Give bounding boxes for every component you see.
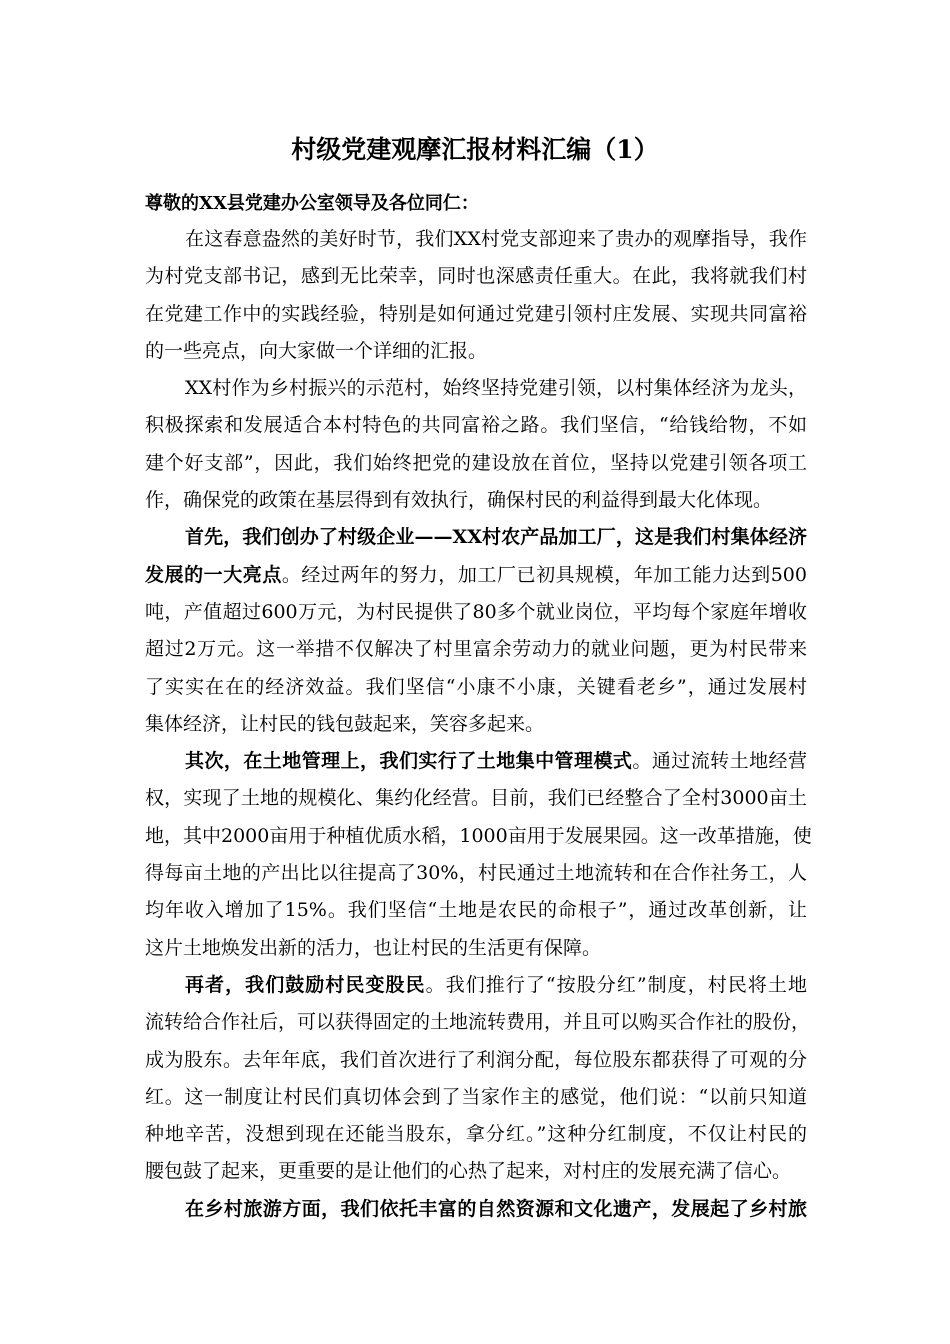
text-line xyxy=(145,818,812,855)
bold-text: 其次，在土地管理上，我们实行了土地集中管理模式 xyxy=(185,750,633,773)
text: 吨，产值超过600万元，为村民提供了80多个就业岗位，平均每个家庭年增收 xyxy=(145,600,807,623)
text-line xyxy=(145,743,807,780)
text-line xyxy=(145,669,807,706)
text-line xyxy=(145,296,807,333)
text-line xyxy=(145,258,807,295)
text: 作，确保党的政策在基层得到有效执行，确保村民的利益得到最大化体现。 xyxy=(145,489,773,512)
paragraph xyxy=(145,1191,807,1228)
text-line xyxy=(145,482,807,519)
text-line xyxy=(145,892,807,929)
text-line xyxy=(145,1116,807,1153)
text: 了实实在在的经济效益。我们坚信“小康不小康，关键看老乡”，通过发展村 xyxy=(145,675,807,698)
text: 为村党支部书记，感到无比荣幸，同时也深感责任重大。在此，我将就我们村 xyxy=(145,265,807,288)
bold-text: 首先，我们创办了村级企业——XX村农产品加工厂，这是我们村集体经济 xyxy=(185,526,807,549)
text-line xyxy=(145,780,807,817)
text: 种地辛苦，没想到现在还能当股东，拿分红。”这种分红制度，不仅让村民的 xyxy=(145,1123,807,1146)
text-line xyxy=(145,594,807,631)
text: 集体经济，让村民的钱包鼓起来，笑容多起来。 xyxy=(145,712,545,735)
paragraph xyxy=(145,743,812,967)
text-line xyxy=(145,930,807,967)
text: 红。这一制度让村民们真切体会到了当家作主的感觉，他们说：“以前只知道 xyxy=(145,1085,807,1108)
text: XX村作为乡村振兴的示范村，始终坚持党建引领，以村集体经济为龙头， xyxy=(185,377,807,400)
document-body xyxy=(145,221,812,1228)
text: 腰包鼓了起来，更重要的是让他们的心热了起来，对村庄的发展充满了信心。 xyxy=(145,1160,792,1183)
text: 在这春意盎然的美好时节，我们XX村党支部迎来了贵办的观摩指导，我作 xyxy=(185,228,807,250)
text: 。我们推行了“按股分红”制度，村民将土地 xyxy=(425,973,807,996)
text-line xyxy=(145,333,807,370)
text-line xyxy=(145,557,807,594)
salutation: 尊敬的XX县党建办公室领导及各位同仁： xyxy=(145,193,479,214)
text-line xyxy=(145,1153,807,1190)
text: 权，实现了土地的规模化、集约化经营。目前，我们已经整合了全村3000亩土 xyxy=(145,787,807,810)
text-line xyxy=(145,519,807,556)
text: 这片土地焕发出新的活力，也让村民的生活更有保障。 xyxy=(145,936,602,959)
text: 流转给合作社后，可以获得固定的土地流转费用，并且可以购买合作社的股份， xyxy=(145,1011,811,1034)
text: 。经过两年的努力，加工厂已初具规模，年加工能力达到500 xyxy=(281,563,807,586)
text-line xyxy=(145,1079,807,1116)
paragraph xyxy=(145,370,807,519)
text-line xyxy=(145,855,807,892)
bold-text: 发展的一大亮点 xyxy=(145,563,282,586)
text-line xyxy=(145,221,807,258)
text: 在党建工作中的实践经验，特别是如何通过党建引领村庄发展、实现共同富裕 xyxy=(145,302,807,325)
text-line xyxy=(145,407,807,444)
text: 均年收入增加了15%。我们坚信“土地是农民的命根子”，通过改革创新，让 xyxy=(145,899,807,922)
text: 建个好支部”，因此，我们始终把党的建设放在首位，坚持以党建引领各项工 xyxy=(145,451,807,474)
text-line xyxy=(145,967,807,1004)
text-line xyxy=(145,370,807,407)
paragraph xyxy=(145,221,807,370)
paragraph xyxy=(145,967,811,1191)
text: 积极探索和发展适合本村特色的共同富裕之路。我们坚信，“给钱给物，不如 xyxy=(145,414,807,437)
text: 得每亩土地的产出比以往提高了30%，村民通过土地流转和在合作社务工，人 xyxy=(145,862,807,885)
text-line xyxy=(145,1042,807,1079)
text: 超过2万元。这一举措不仅解决了村里富余劳动力的就业问题，更为村民带来 xyxy=(145,638,807,661)
text-line xyxy=(145,1191,807,1228)
text: 地，其中2000亩用于种植优质水稻，1000亩用于发展果园。这一改革措施，使 xyxy=(145,824,812,847)
document-title: 村级党建观摩汇报材料汇编（1） xyxy=(291,135,659,164)
text-line xyxy=(145,631,807,668)
text-line xyxy=(145,1004,811,1041)
bold-text: 在乡村旅游方面，我们依托丰富的自然资源和文化遗产，发展起了乡村旅 xyxy=(185,1197,807,1220)
text: 的一些亮点，向大家做一个详细的汇报。 xyxy=(145,339,488,362)
text: 。通过流转土地经营 xyxy=(632,750,807,773)
text: 成为股东。去年年底，我们首次进行了利润分配，每位股东都获得了可观的分 xyxy=(145,1048,807,1071)
paragraph xyxy=(145,519,807,743)
text-line xyxy=(145,445,807,482)
text-line xyxy=(145,706,807,743)
bold-text: 再者，我们鼓励村民变股民 xyxy=(185,973,426,996)
